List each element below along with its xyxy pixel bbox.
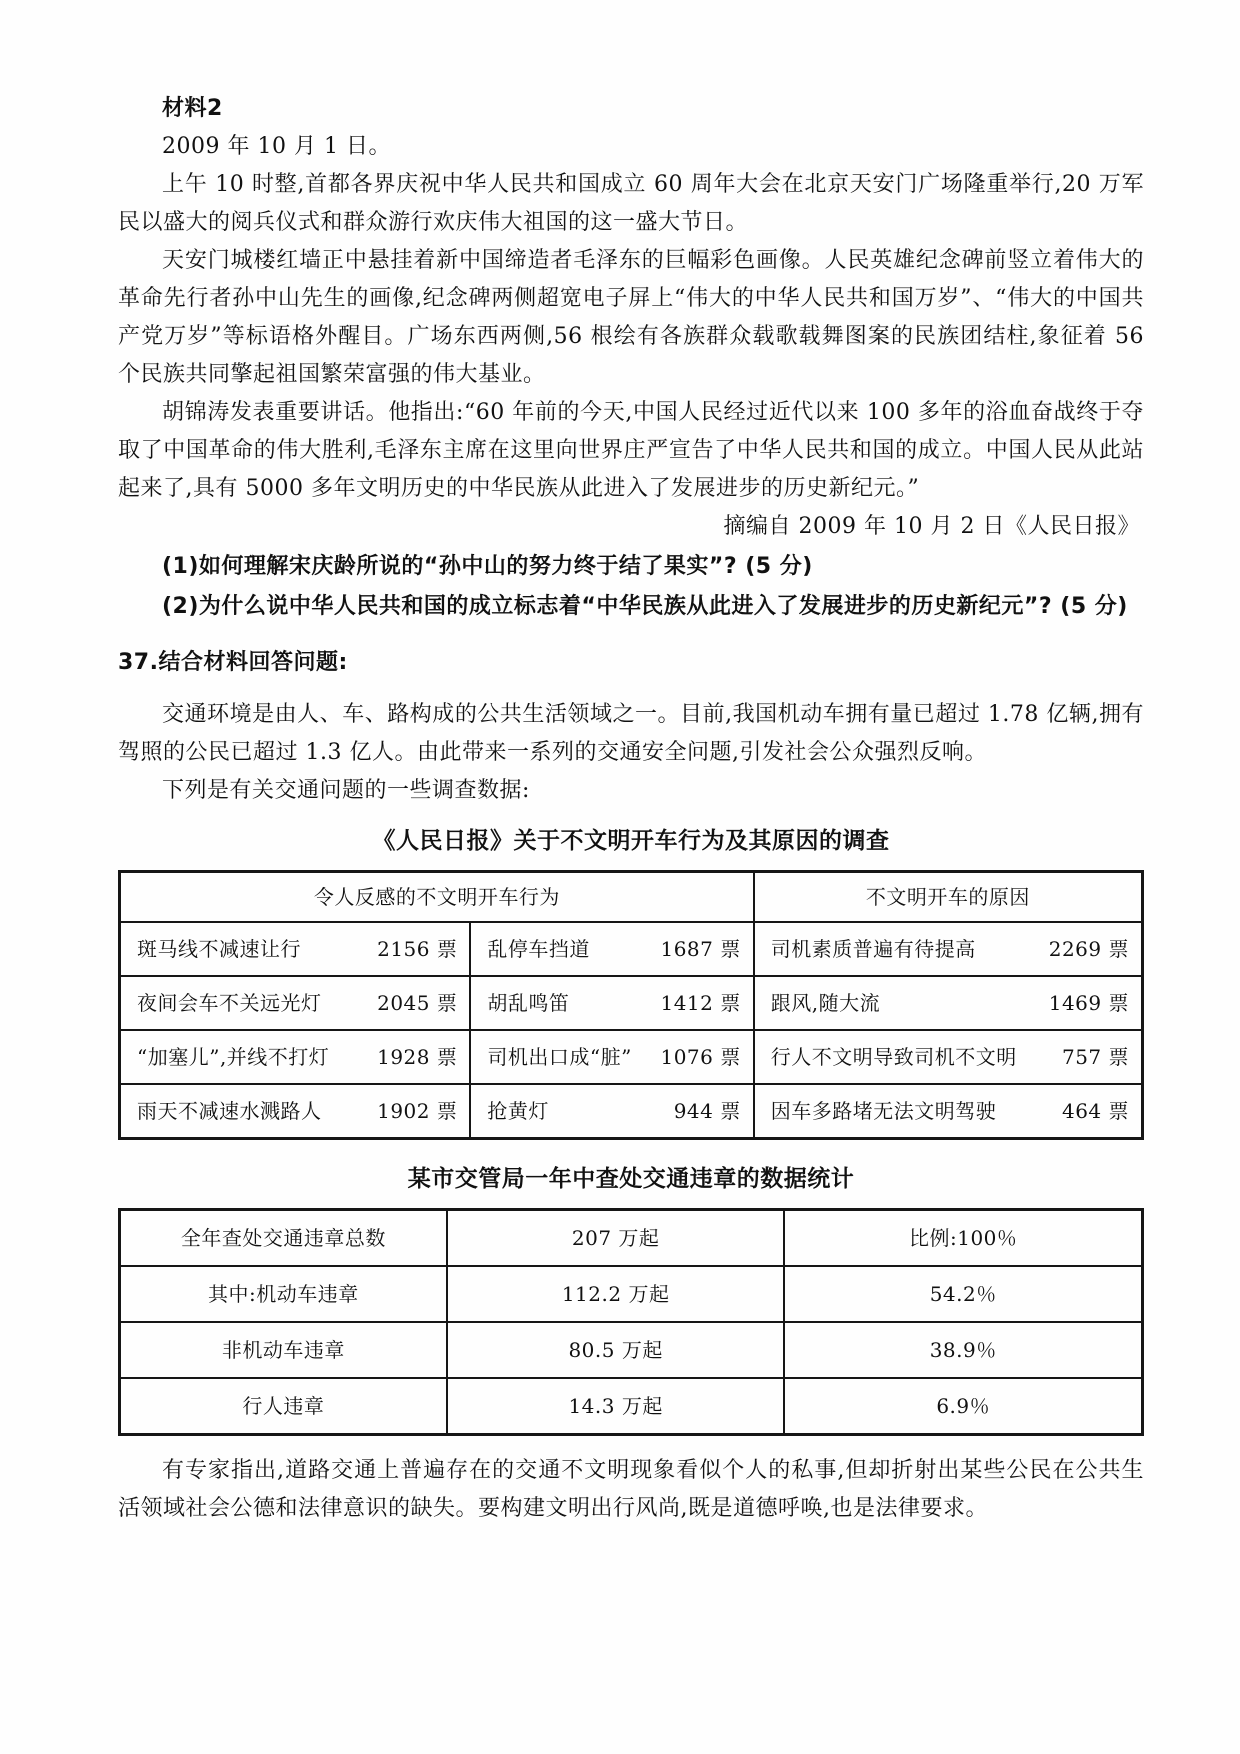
behavior-label: 乱停车挡道 bbox=[487, 937, 590, 961]
table-header-row bbox=[120, 872, 1143, 923]
cell-count: 112.2 万起 bbox=[447, 1266, 785, 1322]
source-attribution: 摘编自 2009 年 10 月 2 日《人民日报》 bbox=[723, 514, 1140, 539]
behavior-label: 抢黄灯 bbox=[487, 1099, 549, 1123]
cell-count: 80.5 万起 bbox=[447, 1322, 785, 1378]
paragraph-expert-conclusion: 有专家指出,道路交通上普遍存在的交通不文明现象看似个人的私事,但却折射出某些公民在公共生活领域社会公德和法律意识的缺失。要构建文明出行风尚,既是道德呼唤,也是法律要求。 bbox=[118, 1458, 1144, 1521]
paragraph-traffic-intro: 交通环境是由人、车、路构成的公共生活领域之一。目前,我国机动车拥有量已超过 1.78 亿辆,拥有驾照的公民已超过 1.3 亿人。由此带来一系列的交通安全问题,引发社会公众强烈反响。 bbox=[118, 702, 1144, 765]
cell-behavior bbox=[470, 976, 753, 1030]
table-row bbox=[120, 1210, 1143, 1267]
cell-ratio: 比例:100％ bbox=[784, 1210, 1142, 1267]
survey-table-title: 《人民日报》关于不文明开车行为及其原因的调查 bbox=[372, 828, 890, 854]
cell-behavior bbox=[470, 1084, 753, 1139]
table-row bbox=[120, 922, 1143, 976]
cell-behavior bbox=[120, 1084, 471, 1139]
violations-table-title: 某市交管局一年中查处交通违章的数据统计 bbox=[407, 1166, 855, 1192]
traffic-violations-stats-table bbox=[118, 1208, 1144, 1436]
behavior-label: 司机出口成“脏” bbox=[487, 1045, 632, 1069]
cell-reason bbox=[754, 1084, 1143, 1139]
vote-count: 944 票 bbox=[673, 1099, 741, 1123]
cell-behavior bbox=[120, 922, 471, 976]
table-row bbox=[120, 1322, 1143, 1378]
vote-count: 1412 票 bbox=[660, 991, 741, 1015]
behavior-label: 斑马线不减速让行 bbox=[137, 937, 301, 961]
table-row bbox=[120, 976, 1143, 1030]
table-row bbox=[120, 1378, 1143, 1435]
cell-category: 非机动车违章 bbox=[120, 1322, 447, 1378]
vote-count: 2156 票 bbox=[377, 937, 458, 961]
cell-count: 207 万起 bbox=[447, 1210, 785, 1267]
vote-count: 1928 票 bbox=[377, 1045, 458, 1069]
survey-data-intro: 下列是有关交通问题的一些调查数据: bbox=[162, 778, 530, 803]
reason-label: 司机素质普遍有待提高 bbox=[770, 937, 976, 961]
behavior-label: 胡乱鸣笛 bbox=[487, 991, 570, 1015]
behavior-label: 夜间会车不关远光灯 bbox=[137, 991, 322, 1015]
table-row bbox=[120, 1030, 1143, 1084]
vote-count: 1469 票 bbox=[1048, 991, 1129, 1015]
cell-ratio: 54.2％ bbox=[784, 1266, 1142, 1322]
cell-reason bbox=[754, 976, 1143, 1030]
vote-count: 1076 票 bbox=[660, 1045, 741, 1069]
table-row bbox=[120, 1266, 1143, 1322]
header-cell-reasons: 不文明开车的原因 bbox=[754, 872, 1143, 923]
date-line: 2009 年 10 月 1 日。 bbox=[162, 134, 391, 159]
cell-category: 行人违章 bbox=[120, 1378, 447, 1435]
uncivilized-driving-survey-table bbox=[118, 870, 1144, 1140]
cell-reason bbox=[754, 1030, 1143, 1084]
vote-count: 1687 票 bbox=[660, 937, 741, 961]
cell-behavior bbox=[470, 1030, 753, 1084]
vote-count: 464 票 bbox=[1061, 1099, 1129, 1123]
reason-label: 行人不文明导致司机不文明 bbox=[770, 1045, 1017, 1069]
question-1: (1)如何理解宋庆龄所说的“孙中山的努力终于结了果实”? (5 分) bbox=[162, 554, 813, 579]
vote-count: 2045 票 bbox=[377, 991, 458, 1015]
reason-label: 跟风,随大流 bbox=[770, 991, 881, 1015]
behavior-label: 雨天不减速水溅路人 bbox=[137, 1099, 322, 1123]
material-2-heading: 材料2 bbox=[162, 96, 223, 121]
cell-category: 其中:机动车违章 bbox=[120, 1266, 447, 1322]
cell-category: 全年查处交通违章总数 bbox=[120, 1210, 447, 1267]
vote-count: 757 票 bbox=[1061, 1045, 1129, 1069]
paragraph-tiananmen-scene: 天安门城楼红墙正中悬挂着新中国缔造者毛泽东的巨幅彩色画像。人民英雄纪念碑前竖立着伟大的革命先行者孙中山先生的画像,纪念碑两侧超宽电子屏上“伟大的中华人民共和国万岁”、“伟大的中国共产党万岁”等标语格外醒目。广场东西两侧,56 根绘有各族群众载歌载舞图案的民族团结柱,象征着 56 个民族共同擎起祖国繁荣富强的伟大基业。 bbox=[118, 248, 1144, 387]
table-row bbox=[120, 1084, 1143, 1139]
cell-reason bbox=[754, 922, 1143, 976]
paragraph-hu-speech: 胡锦涛发表重要讲话。他指出:“60 年前的今天,中国人民经过近代以来 100 多年的浴血奋战终于夺取了中国革命的伟大胜利,毛泽东主席在这里向世界庄严宣告了中华人民共和国的成立。中国人民从此站起来了,具有 5000 多年文明历史的中华民族从此进入了发展进步的历史新纪元。” bbox=[118, 400, 1144, 501]
behavior-label: “加塞儿”,并线不打灯 bbox=[137, 1045, 330, 1069]
cell-behavior bbox=[120, 976, 471, 1030]
paragraph-celebration: 上午 10 时整,首都各界庆祝中华人民共和国成立 60 周年大会在北京天安门广场隆重举行,20 万军民以盛大的阅兵仪式和群众游行欢庆伟大祖国的这一盛大节日。 bbox=[118, 172, 1144, 235]
reason-label: 因车多路堵无法文明驾驶 bbox=[770, 1099, 997, 1123]
vote-count: 1902 票 bbox=[377, 1099, 458, 1123]
question-37-heading: 37.结合材料回答问题: bbox=[118, 650, 348, 675]
cell-ratio: 38.9％ bbox=[784, 1322, 1142, 1378]
cell-ratio: 6.9％ bbox=[784, 1378, 1142, 1435]
header-cell-behaviors: 令人反感的不文明开车行为 bbox=[120, 872, 754, 923]
cell-behavior bbox=[120, 1030, 471, 1084]
cell-count: 14.3 万起 bbox=[447, 1378, 785, 1435]
vote-count: 2269 票 bbox=[1048, 937, 1129, 961]
question-2: (2)为什么说中华人民共和国的成立标志着“中华民族从此进入了发展进步的历史新纪元”? (5 分) bbox=[162, 594, 1128, 619]
cell-behavior bbox=[470, 922, 753, 976]
